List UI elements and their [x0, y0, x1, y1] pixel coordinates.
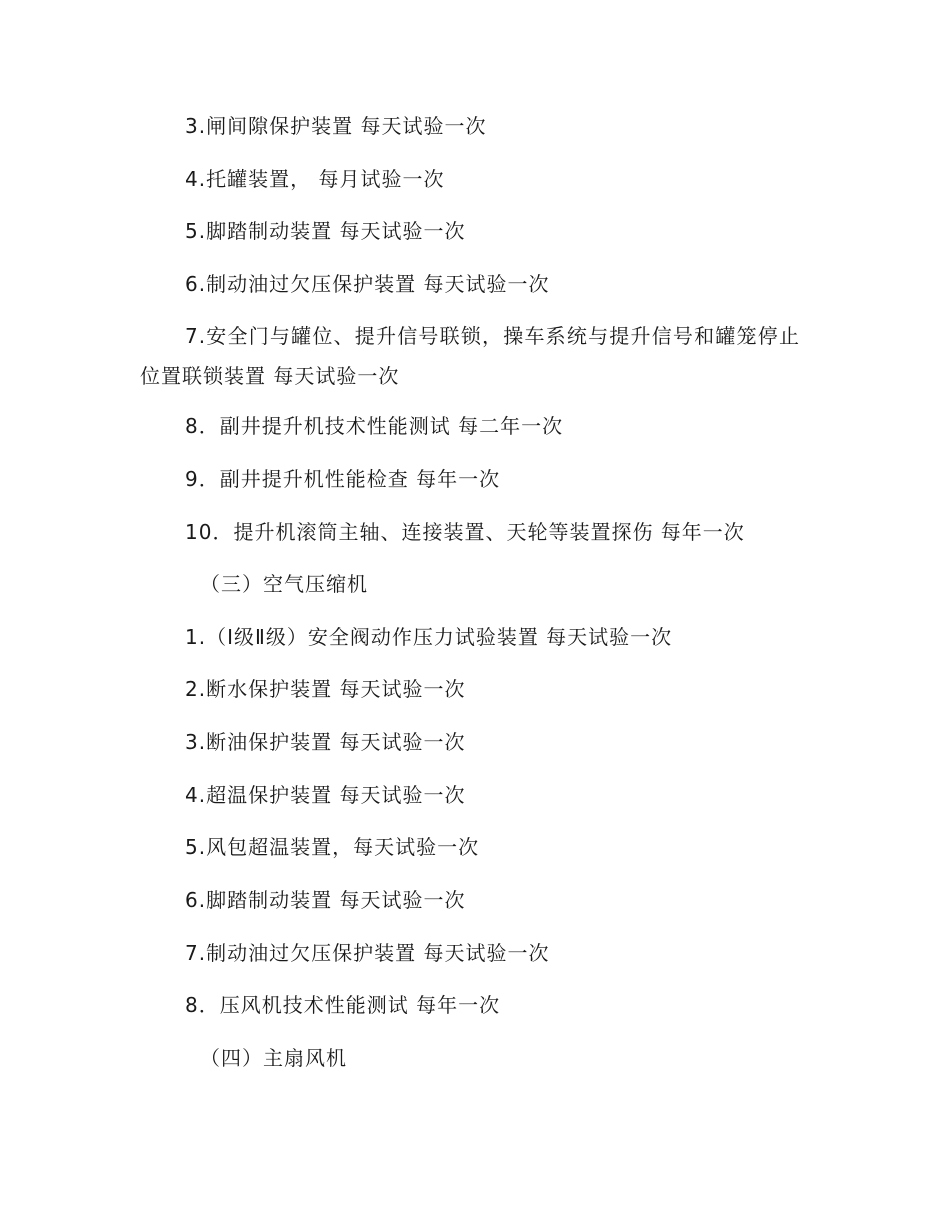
list-item: 6.脚踏制动装置 每天试验一次	[185, 888, 466, 912]
list-item: 1.（Ⅰ级Ⅱ级）安全阀动作压力试验装置 每天试验一次	[185, 625, 673, 649]
list-item: 7.制动油过欠压保护装置 每天试验一次	[185, 941, 550, 965]
list-item-wrapped: 7.安全门与罐位、提升信号联锁，操车系统与提升信号和罐笼停止位置联锁装置 每天试验一次	[140, 324, 800, 388]
list-item: 8．压风机技术性能测试 每年一次	[185, 993, 501, 1017]
list-item: 5.风包超温装置，每天试验一次	[185, 835, 480, 859]
list-item: 4.超温保护装置 每天试验一次	[185, 783, 466, 807]
section-heading: （三）空气压缩机	[200, 572, 368, 596]
list-item: 3.闸间隙保护装置 每天试验一次	[185, 114, 487, 138]
list-item: 2.断水保护装置 每天试验一次	[185, 677, 466, 701]
list-item: 8．副井提升机技术性能测试 每二年一次	[185, 414, 564, 438]
section-heading: （四）主扇风机	[200, 1046, 347, 1070]
list-item: 10．提升机滚筒主轴、连接装置、天轮等装置探伤 每年一次	[185, 520, 745, 544]
list-item: 4.托罐装置， 每月试验一次	[185, 167, 445, 191]
list-item: 5.脚踏制动装置 每天试验一次	[185, 219, 466, 243]
list-item: 6.制动油过欠压保护装置 每天试验一次	[185, 272, 550, 296]
list-item: 3.断油保护装置 每天试验一次	[185, 730, 466, 754]
list-item: 9．副井提升机性能检查 每年一次	[185, 467, 501, 491]
